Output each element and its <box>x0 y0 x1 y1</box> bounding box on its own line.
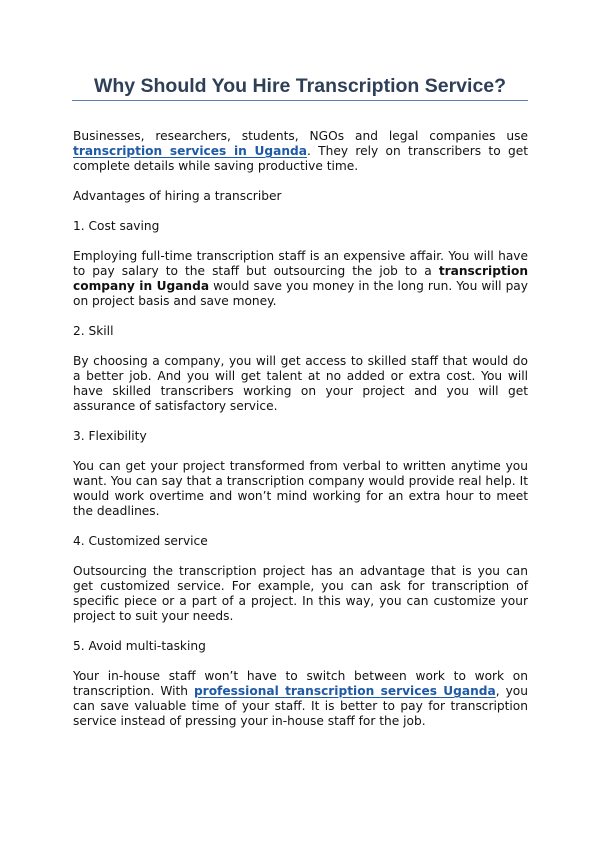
page-title: Why Should You Hire Transcription Service? <box>93 75 507 97</box>
section-heading-customized-service: 4. Customized service <box>73 534 208 548</box>
multitasking-text-before: Your in-house staff won’t have to switch between work to work on transcription. With <box>73 669 528 698</box>
section-text-avoid-multitasking <box>73 669 528 729</box>
title-underline-rule <box>72 100 528 101</box>
cost-saving-text-before: Employing full-time transcription staff is an expensive affair. You will have to pay salary to the staff but outsourcing the job to a <box>73 249 528 278</box>
section-text-skill: By choosing a company, you will get access to skilled staff that would do a better job. And you will get talent at no added or extra cost. You will have skilled transcribers working on your project and you will get assurance of satisfactory service. <box>73 354 528 413</box>
professional-transcription-services-link[interactable]: professional transcription services Uganda <box>193 684 496 698</box>
cost-saving-text-after: would save you money in the long run. You will pay on project basis and save money. <box>73 279 528 308</box>
intro-text-after: . They rely on transcribers to get complete details while saving productive time. <box>73 144 528 173</box>
intro-paragraph <box>73 129 528 174</box>
section-heading-avoid-multitasking: 5. Avoid multi-tasking <box>73 639 206 653</box>
advantages-heading: Advantages of hiring a transcriber <box>73 189 282 203</box>
section-text-customized-service: Outsourcing the transcription project has an advantage that is you can get customized service. For example, you can ask for transcription of specific piece or a part of a project. In this way, you can customize your project to suit your needs. <box>73 564 528 623</box>
section-heading-cost-saving: 1. Cost saving <box>73 219 160 233</box>
multitasking-text-after: , you can save valuable time of your staff. It is better to pay for transcription service instead of pressing your in-house staff for the job. <box>73 684 528 728</box>
transcription-company-bold: transcription company in Uganda <box>73 264 528 293</box>
section-text-flexibility: You can get your project transformed from verbal to written anytime you want. You can say that a transcription company would provide real help. It would work overtime and won’t mind working for an extra hour to meet the deadlines. <box>73 459 528 518</box>
section-text-cost-saving <box>73 249 528 309</box>
intro-text-before: Businesses, researchers, students, NGOs and legal companies use <box>73 129 528 143</box>
document-body <box>73 129 528 744</box>
transcription-services-uganda-link[interactable]: transcription services in Uganda <box>73 144 307 158</box>
section-heading-flexibility: 3. Flexibility <box>73 429 147 443</box>
section-heading-skill: 2. Skill <box>73 324 114 338</box>
